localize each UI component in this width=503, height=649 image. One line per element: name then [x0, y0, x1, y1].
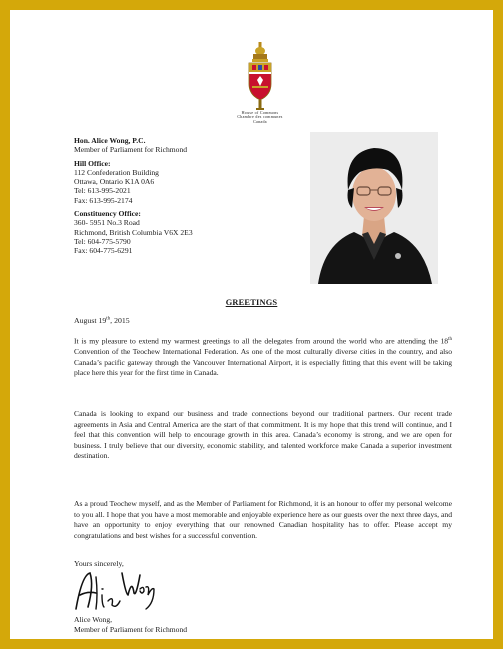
date-main: August 19: [74, 316, 107, 325]
handwritten-signature: [66, 565, 158, 617]
hill-office-line2: Ottawa, Ontario K1A 0A6: [74, 177, 155, 187]
paragraph-3: As a proud Teochew myself, and as the Member of Parliament for Richmond, it is an honour to offer my personal welcome to you all. I hope that you have a most memorable and enjoyable experience here as our guests over the next three days, and have an opportunity to enjoy everything that our renowned Canadian hospitality has to offer. Please accept my congratulations and best wishes for a successful convention.: [74, 499, 452, 540]
sender-title: Member of Parliament for Richmond: [74, 145, 188, 155]
closing: Yours sincerely,: [74, 559, 124, 568]
paragraph-1: [74, 335, 452, 379]
house-french: Chambre des communes: [237, 114, 283, 120]
letterhead-text: [190, 111, 330, 124]
constituency-office-line2: Richmond, British Columbia V6X 2E3: [74, 227, 193, 237]
constituency-office-heading: Constituency Office:: [74, 209, 141, 219]
sender-block: [74, 136, 304, 256]
constituency-office-line1: 360- 5951 No.3 Road: [74, 218, 140, 228]
portrait-photo: [310, 132, 438, 284]
constituency-office-tel: Tel: 604-775-5790: [74, 236, 131, 246]
letter-page: [10, 10, 493, 639]
date-suffix: th: [106, 316, 111, 322]
house-english: House of Commons: [241, 110, 279, 115]
paragraph-1-part-b: Convention of the Teochew International Federation. As one of the most culturally diverse cities in the country, and also Canada’s pacific gateway through the Vancouver International Airport, it is especially fitting that this event will be taking place here this year for the first time in Canada.: [74, 347, 452, 378]
paragraph-1-part-a: It is my pleasure to extend my warmest greetings to all the delegates from around the world who are attending the 18: [74, 336, 449, 346]
constituency-office-fax: Fax: 604-775-6291: [74, 246, 133, 256]
country: Canada: [253, 118, 267, 124]
house-of-commons-crest-icon: [236, 40, 284, 112]
hill-office-heading: Hill Office:: [74, 158, 111, 168]
paragraph-2: Canada is looking to expand our business and trade connections beyond our traditional partners. Our recent trade agreements in Asia and Central America are the start of that commitment. It is my hope that this trend will continue, and I feel that this convention will help to encourage growth in this area. Canada’s economy is strong, and we are open for business. I truly believe that our diversity, economic stability, and talented workforce make Canada a superior investment destination.: [74, 409, 452, 461]
hill-office-fax: Fax: 613-995-2174: [74, 195, 133, 205]
signer-block: [74, 615, 187, 634]
hill-office-tel: Tel: 613-995-2021: [74, 186, 131, 196]
signer-title: Member of Parliament for Richmond: [74, 624, 188, 634]
letter-date: [74, 316, 130, 325]
paragraph-1-suffix: th: [448, 337, 452, 342]
greetings-heading: GREETINGS: [225, 298, 278, 307]
signer-name: Alice Wong,: [74, 615, 113, 624]
sender-name: Hon. Alice Wong, P.C.: [74, 136, 146, 145]
date-year: , 2015: [110, 316, 130, 325]
hill-office-line1: 112 Confederation Building: [74, 167, 159, 177]
